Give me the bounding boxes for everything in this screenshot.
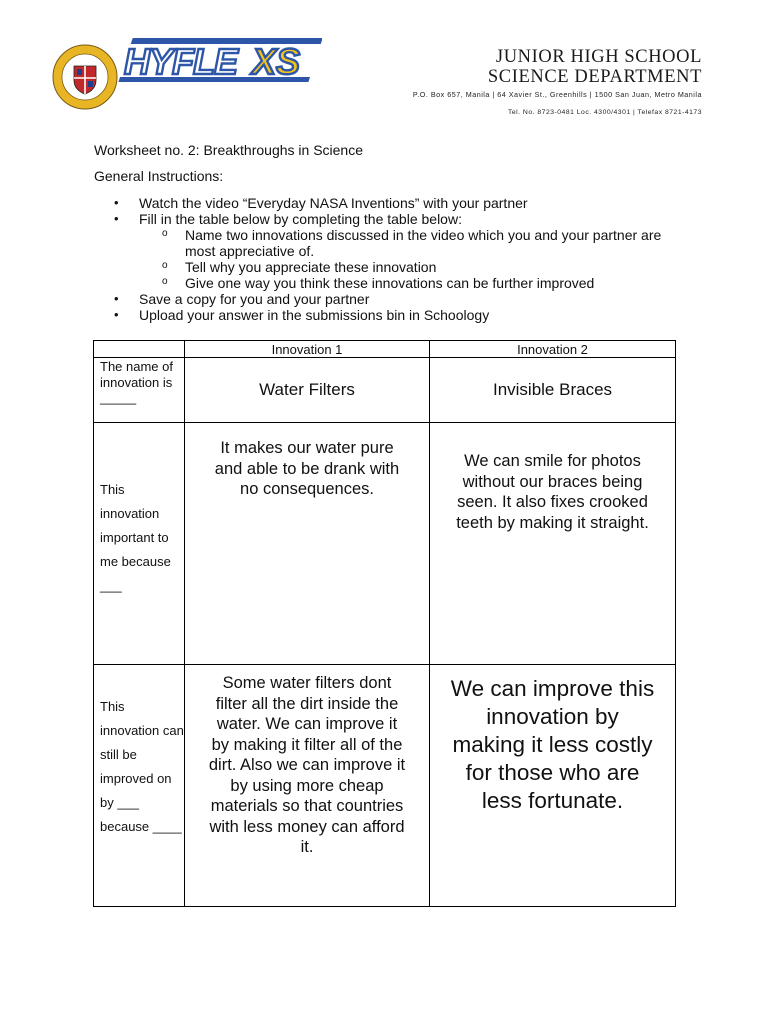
instruction-subitem: o Tell why you appreciate these innovation [94,259,684,275]
department-title [488,47,702,87]
instruction-item: • Watch the video “Everyday NASA Inventions” with your partner [94,195,684,211]
letterhead [0,0,768,125]
innovation-table [93,340,676,907]
instructions-heading: General Instructions: [94,168,224,184]
table-row-importance [94,423,676,665]
header-cell-innovation-1: Innovation 1 [185,341,430,358]
instruction-subitem: o Name two innovations discussed in the video which you and your partner are most appreciative of. [94,227,684,259]
instruction-item: • Save a copy for you and your partner [94,291,684,307]
table-row-improvement [94,665,676,907]
row-label-improvement: This innovation can still be improved on by ___ because ____ [94,665,185,907]
instruction-item: • Upload your answer in the submissions bin in Schoology [94,307,684,323]
title-line1: JUNIOR HIGH SCHOOL [495,47,702,67]
title-line2: SCIENCE DEPARTMENT [487,67,702,87]
table-row-name [94,358,676,423]
svg-text:XS: XS [252,41,301,82]
answer-cell-improvement-2[interactable]: We can improve this innovation by making it less costly for those who are less fortunate. [430,665,676,907]
answer-cell-improvement-1[interactable]: Some water filters dont filter all the dirt inside the water. We can improve it by making it filter all of the dirt. Also we can improve it by using more cheap materials so that countries with less money can afford it. [185,665,430,907]
header-cell-innovation-2: Innovation 2 [430,341,676,358]
table-header-row [94,341,676,358]
hyflexs-logo-icon [112,34,322,86]
answer-cell-importance-2[interactable]: We can smile for photos without our braces being seen. It also fixes crooked teeth by making it straight. [430,423,676,665]
answer-cell-name-1[interactable]: Water Filters [185,358,430,423]
address-line: P.O. Box 657, Manila | 64 Xavier St., Greenhills | 1500 San Juan, Metro Manila [412,90,702,99]
instruction-item: • Fill in the table below by completing the table below: [94,211,684,227]
answer-cell-name-2[interactable]: Invisible Braces [430,358,676,423]
worksheet-title: Worksheet no. 2: Breakthroughs in Science [94,142,364,158]
instructions-list [94,195,684,323]
header-cell-blank [94,341,185,358]
svg-text:HYFLE: HYFLE [124,41,238,82]
answer-cell-importance-1[interactable]: It makes our water pure and able to be drank with no consequences. [185,423,430,665]
telephone-line: Tel. No. 8723-0481 Loc. 4300/4301 | Telefax 8721-4173 [507,109,702,116]
row-label-importance: This innovation important to me because ___ [94,423,185,665]
instruction-subitem: o Give one way you think these innovations can be further improved [94,275,684,291]
row-label-name: The name of innovation is _____ [94,358,185,423]
xavier-school-seal-icon [52,44,118,110]
